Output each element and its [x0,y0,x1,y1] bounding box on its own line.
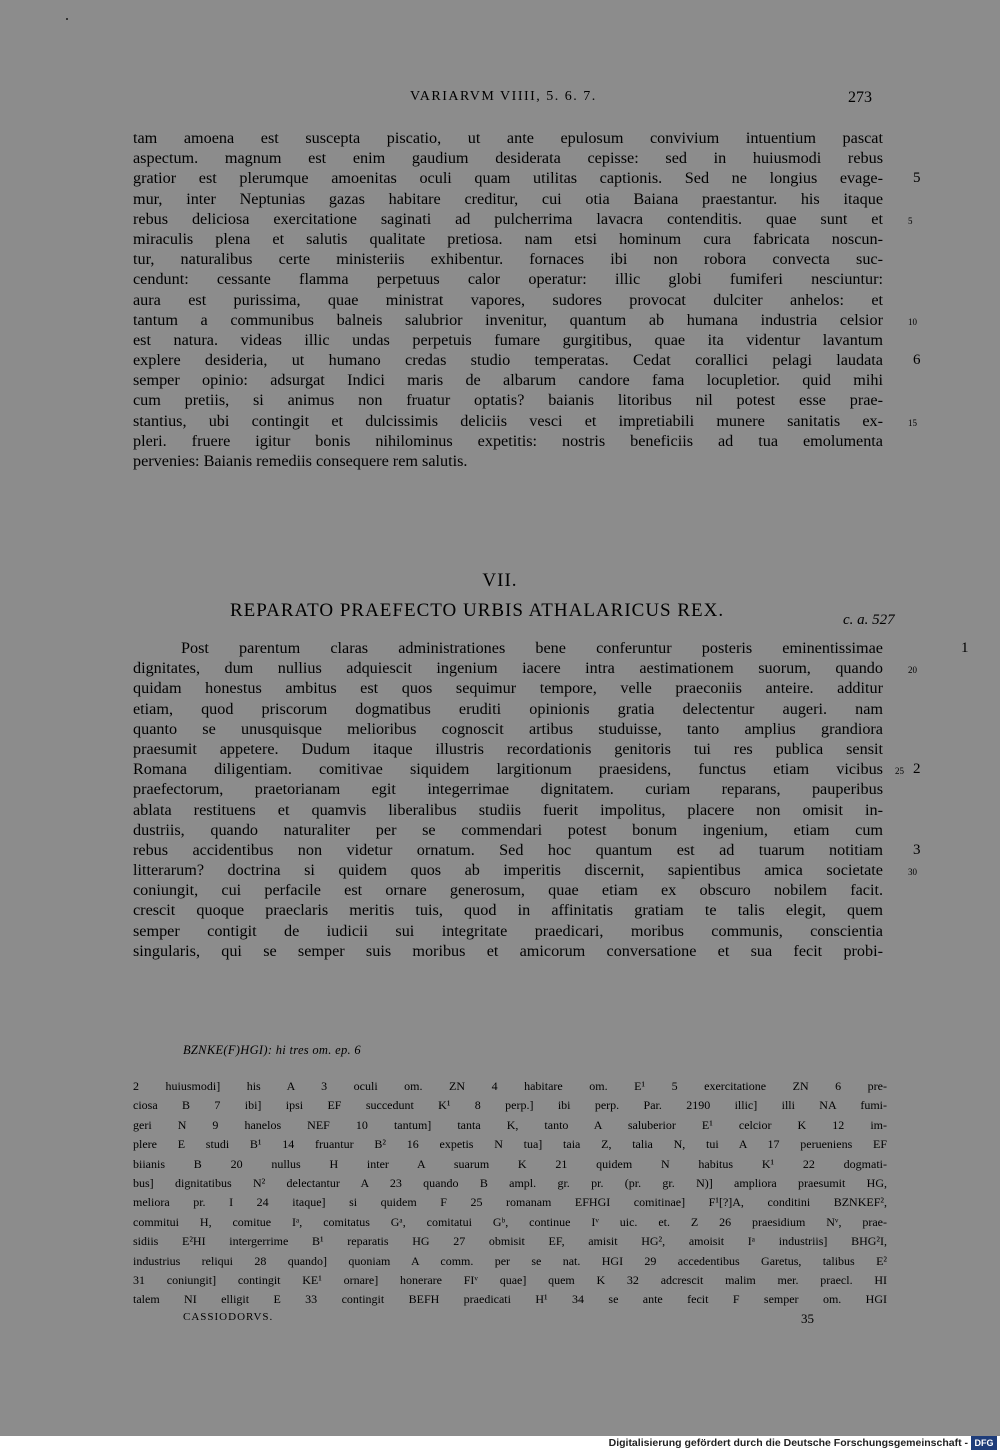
line-number-10: 10 [908,316,917,327]
apparatus-line: bus] dignitatibus N² delectantur A 23 quando B ampl. gr. pr. (pr. gr. N)] ampliora praesumit HG, [133,1175,887,1190]
apparatus-line: meliora pr. I 24 itaque] si quidem F 25 romanam EFHGI comitinae] F¹[?]A, conditini BZNKEF², [133,1195,887,1210]
text-line: cum pretiis, si animus non fruatur optatis? baianis litoribus nil potest esse prae- [133,391,883,410]
text-line: semper opinio: adsurgat Indici maris de albarum candore fama locupletior. quid mihi [133,371,883,390]
sigla-note: BZNKE(F)HGI): hi tres om. ep. 6 [183,1043,361,1057]
line-number-25: 25 [895,766,904,777]
text-line: cendunt: cessante flamma perpetuus calor operatur: illic globi fumiferi nesciuntur: [133,270,883,289]
apparatus-line: plere E studi B¹ 14 fruantur B² 16 expetis N tua] taia Z, talia N, tui A 17 perueniens EF [133,1137,887,1152]
dfg-credit: Digitalisierung gefördert durch die Deutsche Forschungsgemeinschaft - [608,1437,968,1449]
line-number-5: 5 [908,215,913,226]
apparatus-line: sidiis E²HI intergerrime B¹ reparatis HG 27 obmisit EF, amisit HG², amoisit Iᵃ industriis] BHG²I, [133,1234,887,1249]
text-line: dustriis, quando naturaliter per se commendari potest bonum ingenium, etiam cum [133,820,883,839]
text-line: Romana diligentiam. comitivae siquidem largitionum praesidens, functus etiam vicibus 25 2 [133,759,883,779]
text-line: ablata restituens et quamvis liberalibus studiis fuerit impolitus, placere non omisit in- [133,800,883,819]
text-line: singularis, qui se semper suis moribus et amicorum conversatione et sua fecit probi- [133,941,883,960]
text-line: gratior est plerumque amoenitas oculi quam utilitas captionis. Sed ne longius evage- 5 [133,169,921,188]
chapter-number: VII. [482,570,518,591]
text-line: est natura. videas illic undas perpetuis fumare gurgitibus, quae ita videntur lavantum [133,330,883,349]
dfg-logo-icon: DFG [971,1436,997,1450]
text-line: quidam honestus ambitus est quos sequimur tempore, velle praeconiis anteire. additur [133,679,883,698]
line-number-20: 20 [908,665,917,676]
text-block-chapter-7 [133,638,969,961]
apparatus-line: ciosa B 7 ibi] ipsi EF succedunt K¹ 8 perp.] ibi perp. Par. 2190 illic] illi NA fumi- [133,1098,887,1113]
text-line: rebus accidentibus non videtur ornatum. Sed hoc quantum est ad tuarum notitiam 3 [133,840,921,859]
text-block-chapter-6 [133,128,921,471]
text-line: praesumit appetere. Dudum itaque illustris recordationis genitoris tui res publica sensit [133,739,883,758]
section-number-5: 5 [913,170,921,187]
section-number-6: 6 [913,352,921,369]
line-number-30: 30 [908,867,917,878]
chapter-date: c. a. 527 [843,612,895,628]
running-head [0,89,1000,111]
text-line: aspectum. magnum est enim gaudium desiderata cepisse: sed in huiusmodi rebus [133,149,883,168]
text-line: mur, inter Neptunias gazas habitare creditur, cui otia Baiana praestantur. his itaque [133,189,883,208]
page-number: 273 [848,89,872,106]
printer-signature: CASSIODORVS. [183,1311,274,1323]
text-line: miraculis plena et salutis qualitate pretiosa. nam etsi hominum cura fabricata noscun- [133,229,883,248]
apparatus-line: industrius reliqui 28 quando] quoniam A comm. per se nat. HGI 29 accedentibus Garetus, talibus E² [133,1253,887,1268]
critical-apparatus [133,1077,887,1310]
text-line: tantum a communibus balneis salubrior invenitur, quantum ab humana industria celsior 10 [133,310,883,330]
line-number-15: 15 [908,417,917,428]
text-line: praefectorum, praetorianam egit integerrimae dignitatem. curiam reparans, pauperibus [133,780,883,799]
section-number-2: 2 [913,761,921,778]
text-line: semper contigit de iudicii sui integritate praedicari, moribus communis, conscientia [133,921,883,940]
text-line: quanto se unusquisque melioribus cognoscit artibus studuisse, tanto amplius grandiora [133,719,883,738]
apparatus-line: commitui H, comitue Iᵃ, comitatus Gᵃ, comitatui Gᵇ, continue Iᵛ uic. et. Z 26 praesidium Nᵛ, prae- [133,1214,887,1229]
sheet-number: 35 [801,1311,814,1326]
apparatus-line: biianis B 20 nullus H inter A suarum K 21 quidem N habitus K¹ 22 dogmati- [133,1156,887,1171]
text-line: rebus deliciosa exercitatione saginati ad pulcherrima lavacra contenditis. quae sunt et 5 [133,209,883,229]
text-line: stantius, ubi contingit et dulcissimis deliciis vesci et impretiabili munere sanitatis ex- 15 [133,411,883,431]
section-number-3: 3 [913,841,921,858]
text-line: coniungit, cui perfacile est ornare generosum, quae etiam ex obscuro nobilem facit. [133,881,883,900]
text-line: litterarum? doctrina si quidem quos ab imperitis discernit, sapientibus amica societate 30 [133,860,883,880]
chapter-title: REPARATO PRAEFECTO URBIS ATHALARICUS REX. [230,600,725,621]
text-line: pleri. fruere igitur bonis nihilominus expetitis: nostris beneficiis ad tua emolumenta [133,431,883,450]
apparatus-line: talem NI elligit E 33 contingit BEFH praedicati H¹ 34 se ante fecit F semper om. HGI [133,1292,887,1307]
section-number-1: 1 [961,640,969,656]
text-line: etiam, quod priscorum dogmatibus eruditi opinionis gratia delectentur augeri. nam [133,699,883,718]
scan-speck [66,18,68,20]
text-line: pervenies: Baianis remediis consequere rem salutis. [133,452,468,470]
text-line: Post parentum claras administrationes bene conferuntur posteris eminentissimae 1 [181,639,969,657]
text-line: explere desideria, ut humano credas studio temperatas. Cedat corallici pelagi laudata 6 [133,351,921,370]
dfg-footer-bar [0,1436,1000,1451]
text-line: aura est purissima, quae ministrat vapores, sudores provocat dulciter anhelos: et [133,290,883,309]
apparatus-line: 31 coniungit] contingit KE¹ ornare] honerare FIᵛ quae] quem K 32 adcrescit malim mer. praecl. HI [133,1272,887,1287]
apparatus-line: 2 huiusmodi] his A 3 oculi om. ZN 4 habitare om. E¹ 5 exercitatione ZN 6 pre- [133,1079,887,1093]
apparatus-line: geri N 9 hanelos NEF 10 tantum] tanta K, tanto A saluberior E¹ celcior K 12 im- [133,1117,887,1132]
text-line: crescit quoque praeclaris meritis tuis, quod in affinitatis gratiam te talis elegit, quem [133,901,883,920]
text-line: dignitates, dum nullius adquiescit ingenium iacere intra aestimationem suorum, quando 20 [133,658,883,678]
text-line: tam amoena est suscepta piscatio, ut ante epulosum convivium intuentium pascat [133,129,883,147]
text-line: tur, naturalibus certe ministeriis exhibentur. fornaces ibi non robora convecta suc- [133,250,883,269]
running-title: VARIARVM VIIII, 5. 6. 7. [410,89,597,104]
